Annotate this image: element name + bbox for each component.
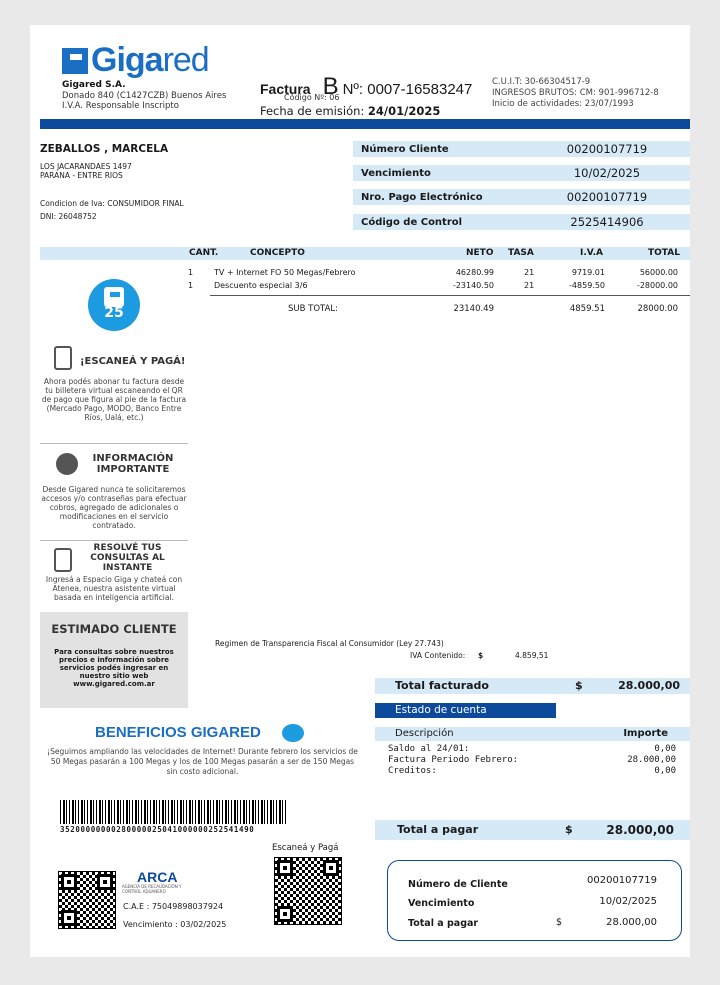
iva-currency: $ <box>478 651 484 660</box>
sidebar-divider <box>40 443 188 444</box>
line-label: Factura Periodo Febrero: <box>388 755 519 765</box>
qr-finder <box>277 860 293 876</box>
info-label: Vencimiento <box>361 167 431 179</box>
cell-neto: 46280.99 <box>455 268 494 277</box>
items-table-header <box>40 247 690 260</box>
cell-tasa: 21 <box>524 268 535 277</box>
mobile-chat-icon <box>54 548 72 572</box>
client-city: PARANA - ENTRE RIOS <box>40 171 123 180</box>
billed-value: 28.000,00 <box>618 679 680 692</box>
estim-title: ESTIMADO CLIENTE <box>51 622 177 636</box>
cell-cant: 1 <box>188 281 194 290</box>
col-neto: NETO <box>466 248 494 258</box>
pay-label: Total a pagar <box>397 823 479 836</box>
invoice-type: Factura <box>260 81 311 97</box>
estimado-cliente-box <box>40 612 188 708</box>
line-label: Saldo al 24/01: <box>388 744 470 754</box>
sidebar-divider <box>40 540 188 541</box>
info-row-control-code <box>353 214 690 230</box>
col-cant: CANT. <box>189 248 219 258</box>
client-tax <box>40 197 184 223</box>
client-street: LOS JACARANDAES 1497 <box>40 162 132 171</box>
cell-concepto: TV + Internet FO 50 Megas/Febrero <box>214 268 356 277</box>
subtotal-total: 28000.00 <box>637 304 678 314</box>
invoice-number: Nº: 0007-16583247 <box>342 81 473 98</box>
cell-iva: 9719.01 <box>571 268 605 277</box>
cell-concepto: Descuento especial 3/6 <box>214 281 308 290</box>
qr-finder <box>61 874 77 890</box>
transparency-law: Regimen de Transparencia Fiscal al Consumidor (Ley 27.743) <box>215 639 444 648</box>
resolve-title: RESOLVÉ TUS CONSULTAS AL INSTANTE <box>90 543 165 573</box>
line-value: 0,00 <box>654 744 676 754</box>
stub-total-value: 28.000,00 <box>606 917 657 928</box>
cae-number: C.A.E : 75049898037924 <box>123 902 224 911</box>
col-concepto: CONCEPTO <box>250 248 305 258</box>
company-info <box>62 80 226 112</box>
total-to-pay-row <box>375 820 690 840</box>
total-billed-row <box>375 678 690 694</box>
stub-client-label: Número de Cliente <box>408 879 508 890</box>
benefits-title: BENEFICIOS GIGARED <box>95 724 261 741</box>
resolve-text: Ingresá a Espacio Giga y chateá con Atenea, nuestra asistente virtual basada en inteligencia artificial. <box>45 575 183 602</box>
col-iva: I.V.A <box>580 248 603 258</box>
cae-info <box>123 898 226 934</box>
info-title: INFORMACIÓN IMPORTANTE <box>92 453 174 475</box>
stub-total-label: Total a pagar <box>408 918 479 929</box>
arca-logo: ARCA <box>137 869 178 885</box>
qr-label: Escaneá y Pagá <box>272 843 339 853</box>
desc-label: Descripción <box>395 728 454 739</box>
header-divider <box>40 119 690 129</box>
info-value: 00200107719 <box>566 142 648 156</box>
scan-text: Ahora podés abonar tu factura desde tu billetera virtual escaneando el QR de pago que figura al pie de la factura (Mercado Pago, MODO, Banco Entre Ríos, Ualá, etc.) <box>41 377 187 422</box>
benefits-text: ¡Seguimos ampliando las velocidades de Internet! Durante febrero los servicios de 50 Megas pasarán a 100 Megas y los de 100 Megas pasarán a ser de 150 Megas sin costo adicional. <box>47 747 358 776</box>
cell-tasa: 21 <box>524 281 535 290</box>
info-value: 10/02/2025 <box>573 166 641 180</box>
amount-label: Importe <box>623 728 668 739</box>
info-label: Número Cliente <box>361 143 449 155</box>
client-address <box>40 162 132 180</box>
company-iva: I.V.A. Responsable Inscripto <box>62 101 179 111</box>
logo-text-a: Giga <box>91 41 163 79</box>
billed-currency: $ <box>575 679 583 692</box>
gigared-g-icon <box>104 287 124 307</box>
company-address: Donado 840 (C1427CZB) Buenos Aires <box>62 90 227 101</box>
cae-due: Vencimiento : 03/02/2025 <box>123 920 227 929</box>
statement-line <box>388 766 676 776</box>
logo-icon <box>62 48 88 74</box>
subtotal-divider <box>210 295 690 296</box>
stub-due-value: 10/02/2025 <box>599 896 657 907</box>
arca-subtitle: AGENCIA DE RECAUDACIÓN Y CONTROL ADUANERO <box>122 884 182 894</box>
stub-client-value: 00200107719 <box>587 875 657 886</box>
issue-label: Fecha de emisión: <box>260 104 365 118</box>
scan-title: ¡ESCANEÁ Y PAGÁ! <box>80 356 186 367</box>
cell-cant: 1 <box>188 268 194 277</box>
description-header <box>375 727 690 741</box>
invoice-letter: B <box>322 73 339 100</box>
cell-neto: -23140.50 <box>452 281 494 290</box>
info-row-client-number <box>353 141 690 157</box>
payment-qr-code[interactable] <box>274 857 342 925</box>
anniversary-badge <box>88 279 140 331</box>
qr-finder <box>323 860 339 876</box>
client-dni: DNI: 26048752 <box>40 212 97 221</box>
col-tasa: TASA <box>508 248 534 258</box>
statement-line <box>388 744 676 754</box>
line-value: 28.000,00 <box>627 755 676 765</box>
iva-content-label: IVA Contenido: <box>410 651 466 660</box>
pay-currency: $ <box>565 823 573 836</box>
arca-qr-code[interactable] <box>58 871 116 929</box>
invoice-code: Código Nº: 06 <box>284 93 340 102</box>
tax-info <box>492 77 659 110</box>
col-total: TOTAL <box>648 248 680 258</box>
billed-label: Total facturado <box>395 679 489 692</box>
cell-total: 56000.00 <box>639 268 678 277</box>
cuit: C.U.I.T: 30-66304517-9 <box>492 77 591 87</box>
alert-icon <box>56 453 78 475</box>
qr-finder <box>277 906 293 922</box>
gigared-logo <box>62 41 209 80</box>
info-row-due-date <box>353 165 690 181</box>
company-name: Gigared S.A. <box>62 80 126 90</box>
estim-text: Para consultas sobre nuestros precios e información sobre servicios podés ingresar en nuestro sitio web www.gigared.com.ar <box>54 648 174 688</box>
subtotal-iva: 4859.51 <box>569 304 605 314</box>
barcode <box>60 800 288 824</box>
cell-iva: -4859.50 <box>569 281 605 290</box>
qr-finder <box>97 874 113 890</box>
payment-stub <box>387 860 682 941</box>
wifi-icon <box>282 724 304 742</box>
stub-currency: $ <box>556 917 563 928</box>
statement-line <box>388 755 676 765</box>
line-value: 0,00 <box>654 766 676 776</box>
logo-text-b: red <box>162 41 209 79</box>
barcode-number: 35200000000280000025041000000252541490 <box>60 825 255 834</box>
info-label: Nro. Pago Electrónico <box>361 191 483 203</box>
activity-start: Inicio de actividades: 23/07/1993 <box>492 99 634 109</box>
info-value: 00200107719 <box>566 190 648 204</box>
pay-value: 28.000,00 <box>606 823 674 837</box>
issue-date: 24/01/2025 <box>367 104 441 118</box>
cell-total: -28000.00 <box>636 281 678 290</box>
invoice-page <box>30 25 690 957</box>
info-row-payment-number <box>353 189 690 205</box>
iva-content-value: 4.859,51 <box>515 651 549 660</box>
line-label: Creditos: <box>388 766 437 776</box>
qr-finder <box>61 910 77 926</box>
subtotal-label: SUB TOTAL: <box>288 304 338 314</box>
subtotal-neto: 23140.49 <box>453 304 494 314</box>
issue-date-line <box>260 104 440 118</box>
badge-number: 25 <box>104 305 124 321</box>
account-status-header: Estado de cuenta <box>375 703 556 718</box>
client-iva: Condicion de Iva: CONSUMIDOR FINAL <box>40 199 184 208</box>
info-text: Desde Gigared nunca te solicitaremos accesos y/o contraseñas para efectuar cobros, agregado de adicionales o modificaciones en el servicio contratado. <box>41 485 187 530</box>
info-value: 2525414906 <box>570 215 644 229</box>
client-name: ZEBALLOS , MARCELA <box>40 143 169 155</box>
info-label: Código de Control <box>361 216 463 228</box>
qr-phone-icon <box>54 346 72 370</box>
iibb: INGRESOS BRUTOS: CM: 901-996712-8 <box>492 88 659 98</box>
stub-due-label: Vencimiento <box>408 898 475 909</box>
